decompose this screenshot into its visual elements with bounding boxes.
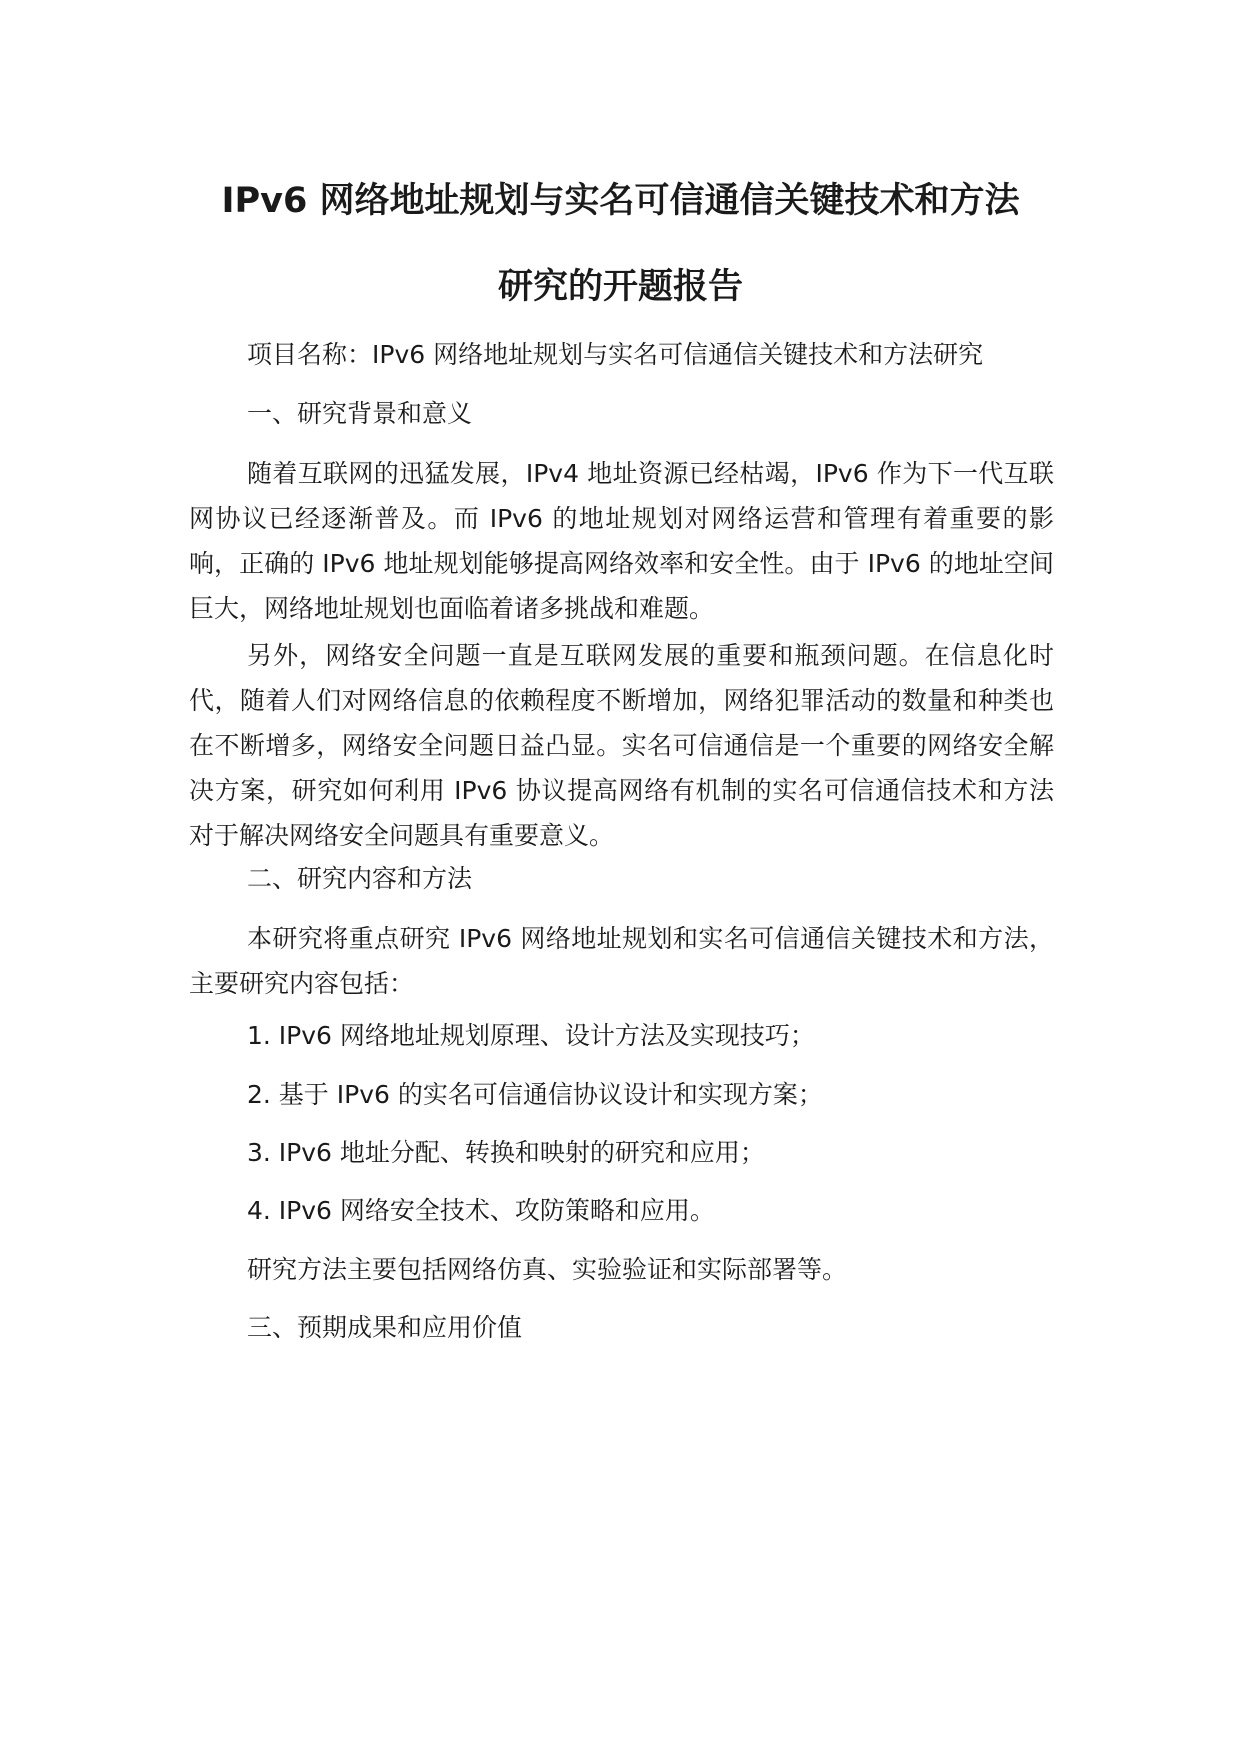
document-title-line-1: IPv6 网络地址规划与实名可信通信关键技术和方法 xyxy=(221,181,1020,221)
list-item: 1. IPv6 网络地址规划原理、设计方法及实现技巧； xyxy=(247,1021,815,1050)
paragraph-background-2: 另外，网络安全问题一直是互联网发展的重要和瓶颈问题。在信息化时代，随着人们对网络信息的依赖程度不断增加，网络犯罪活动的数量和种类也在不断增多，网络安全问题日益凸显。实名可信通信是一个重要的网络安全解决方案，研究如何利用 IPv6 协议提高网络有机制的实名可信通信技术和方法对于解决网络安全问题具有重要意义。 xyxy=(189,641,1054,850)
section-heading-background: 一、研究背景和意义 xyxy=(247,399,473,428)
paragraph-background-1: 随着互联网的迅猛发展，IPv4 地址资源已经枯竭，IPv6 作为下一代互联网协议已经逐渐普及。而 IPv6 的地址规划对网络运营和管理有着重要的影响，正确的 IPv6 地址规划能够提高网络效率和安全性。由于 IPv6 的地址空间巨大，网络地址规划也面临着诸多挑战和难题。 xyxy=(189,459,1054,623)
section-heading-outcomes: 三、预期成果和应用价值 xyxy=(247,1313,523,1342)
paragraph-methods: 研究方法主要包括网络仿真、实验验证和实际部署等。 xyxy=(247,1255,848,1284)
list-item: 4. IPv6 网络安全技术、攻防策略和应用。 xyxy=(247,1196,715,1225)
list-item: 3. IPv6 地址分配、转换和映射的研究和应用； xyxy=(247,1138,765,1167)
document-title-line-2: 研究的开题报告 xyxy=(497,267,743,307)
paragraph-content-intro: 本研究将重点研究 IPv6 网络地址规划和实名可信通信关键技术和方法，主要研究内容包括： xyxy=(189,924,1054,998)
section-heading-content-methods: 二、研究内容和方法 xyxy=(247,864,473,893)
list-item: 2. 基于 IPv6 的实名可信通信协议设计和实现方案； xyxy=(247,1080,823,1109)
project-name: 项目名称：IPv6 网络地址规划与实名可信通信关键技术和方法研究 xyxy=(247,340,984,369)
